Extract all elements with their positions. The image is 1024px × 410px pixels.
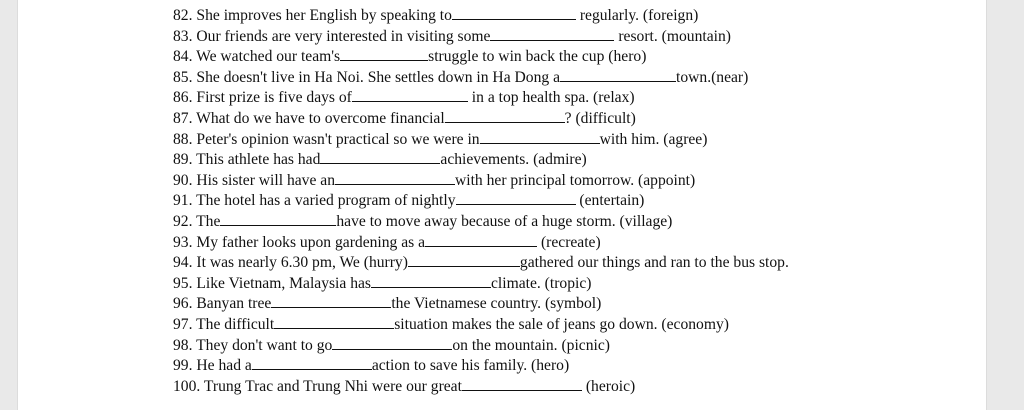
exercise-number: 96.: [173, 295, 193, 313]
exercise-item-98: [173, 335, 789, 356]
exercise-item-84: [173, 46, 789, 67]
exercise-text-before: They don't want to go: [196, 336, 333, 354]
exercise-text-before: Our friends are very interested in visiting some: [196, 27, 491, 45]
exercise-text-after: climate. (tropic): [491, 274, 592, 292]
exercise-number: 90.: [173, 171, 193, 189]
exercise-number: 95.: [173, 274, 193, 292]
answer-blank[interactable]: [352, 87, 468, 102]
exercise-item-95: [173, 273, 789, 294]
exercise-number: 85.: [173, 68, 193, 86]
answer-blank[interactable]: [320, 149, 440, 164]
document-page: [18, 0, 986, 410]
exercise-number: 91.: [173, 192, 193, 210]
exercise-number: 83.: [173, 27, 193, 45]
exercise-text-before: His sister will have an: [196, 171, 335, 189]
exercise-number: 86.: [173, 89, 193, 107]
exercise-text-after: situation makes the sale of jeans go down. (economy): [394, 315, 729, 333]
exercise-number: 82.: [173, 7, 193, 24]
answer-blank[interactable]: [462, 376, 582, 391]
exercise-item-90: [173, 170, 789, 191]
exercise-text-after: with her principal tomorrow. (appoint): [455, 171, 696, 189]
exercise-text-after: (entertain): [575, 192, 645, 210]
exercise-number: 94.: [173, 254, 193, 272]
exercise-item-88: [173, 129, 789, 150]
answer-blank[interactable]: [274, 314, 394, 329]
exercise-text-before: Like Vietnam, Malaysia has: [196, 274, 371, 292]
exercise-item-94: [173, 252, 789, 273]
exercise-text-before: The: [196, 212, 221, 230]
exercise-text-after: resort. (mountain): [614, 27, 731, 45]
exercise-text-before: The hotel has a varied program of nightly: [196, 192, 456, 210]
exercise-text-after: (recreate): [537, 233, 601, 251]
exercise-number: 88.: [173, 130, 193, 148]
exercise-item-89: [173, 149, 789, 170]
answer-blank[interactable]: [456, 190, 576, 205]
exercise-text-after: have to move away because of a huge storm. (village): [336, 212, 673, 230]
exercise-item-99: [173, 355, 789, 376]
exercise-text-before: We watched our team's: [196, 48, 341, 66]
exercise-text-before: My father looks upon gardening as a: [196, 233, 426, 251]
exercise-text-before: She improves her English by speaking to: [196, 7, 452, 24]
exercise-text-before: First prize is five days of: [196, 89, 352, 107]
exercise-number: 93.: [173, 233, 193, 251]
exercise-text-after: action to save his family. (hero): [371, 357, 570, 375]
exercise-text-before: He had a: [196, 357, 252, 375]
exercise-text-before: Banyan tree: [196, 295, 272, 313]
exercise-list: [173, 5, 789, 396]
exercise-text-after: achievements. (admire): [440, 151, 587, 169]
answer-blank[interactable]: [445, 108, 565, 123]
answer-blank[interactable]: [371, 273, 491, 288]
exercise-number: 99.: [173, 357, 193, 375]
exercise-number: 87.: [173, 109, 193, 127]
exercise-item-96: [173, 293, 789, 314]
exercise-number: 97.: [173, 315, 193, 333]
answer-blank[interactable]: [480, 129, 600, 144]
answer-blank[interactable]: [340, 46, 428, 61]
exercise-item-100: [173, 376, 789, 397]
exercise-text-after: gathered our things and ran to the bus stop.: [519, 254, 789, 272]
exercise-number: 89.: [173, 151, 193, 169]
exercise-text-before: She doesn't live in Ha Noi. She settles down in Ha Dong a: [196, 68, 560, 86]
answer-blank[interactable]: [252, 355, 372, 370]
exercise-text-after: the Vietnamese country. (symbol): [391, 295, 602, 313]
exercise-item-82: [173, 5, 789, 26]
exercise-number: 100.: [173, 377, 201, 395]
exercise-text-after: with him. (agree): [599, 130, 708, 148]
exercise-number: 84.: [173, 48, 193, 66]
exercise-text-before: Peter's opinion wasn't practical so we were in: [196, 130, 480, 148]
exercise-text-after: regularly. (foreign): [575, 7, 699, 24]
exercise-text-before: It was nearly 6.30 pm, We (hurry): [196, 254, 408, 272]
exercise-text-before: This athlete has had: [196, 151, 321, 169]
answer-blank[interactable]: [452, 5, 576, 20]
exercise-text-before: What do we have to overcome financial: [196, 109, 445, 127]
exercise-item-91: [173, 190, 789, 211]
exercise-item-83: [173, 26, 789, 47]
exercise-text-after: town.(near): [676, 68, 749, 86]
answer-blank[interactable]: [560, 67, 676, 82]
exercise-text-before: Trung Trac and Trung Nhi were our great: [203, 377, 462, 395]
exercise-item-87: [173, 108, 789, 129]
answer-blank[interactable]: [332, 335, 452, 350]
exercise-text-after: struggle to win back the cup (hero): [428, 48, 647, 66]
exercise-item-86: [173, 87, 789, 108]
exercise-number: 92.: [173, 212, 193, 230]
exercise-item-93: [173, 232, 789, 253]
exercise-number: 98.: [173, 336, 193, 354]
answer-blank[interactable]: [490, 26, 614, 41]
exercise-text-after: ? (difficult): [564, 109, 636, 127]
exercise-text-after: in a top health spa. (relax): [467, 89, 635, 107]
answer-blank[interactable]: [271, 293, 391, 308]
answer-blank[interactable]: [408, 252, 520, 267]
exercise-text-after: on the mountain. (picnic): [452, 336, 610, 354]
exercise-text-before: The difficult: [196, 315, 275, 333]
answer-blank[interactable]: [220, 211, 336, 226]
answer-blank[interactable]: [425, 232, 537, 247]
exercise-text-after: (heroic): [581, 377, 636, 395]
answer-blank[interactable]: [335, 170, 455, 185]
exercise-item-92: [173, 211, 789, 232]
exercise-item-85: [173, 67, 789, 88]
exercise-item-97: [173, 314, 789, 335]
